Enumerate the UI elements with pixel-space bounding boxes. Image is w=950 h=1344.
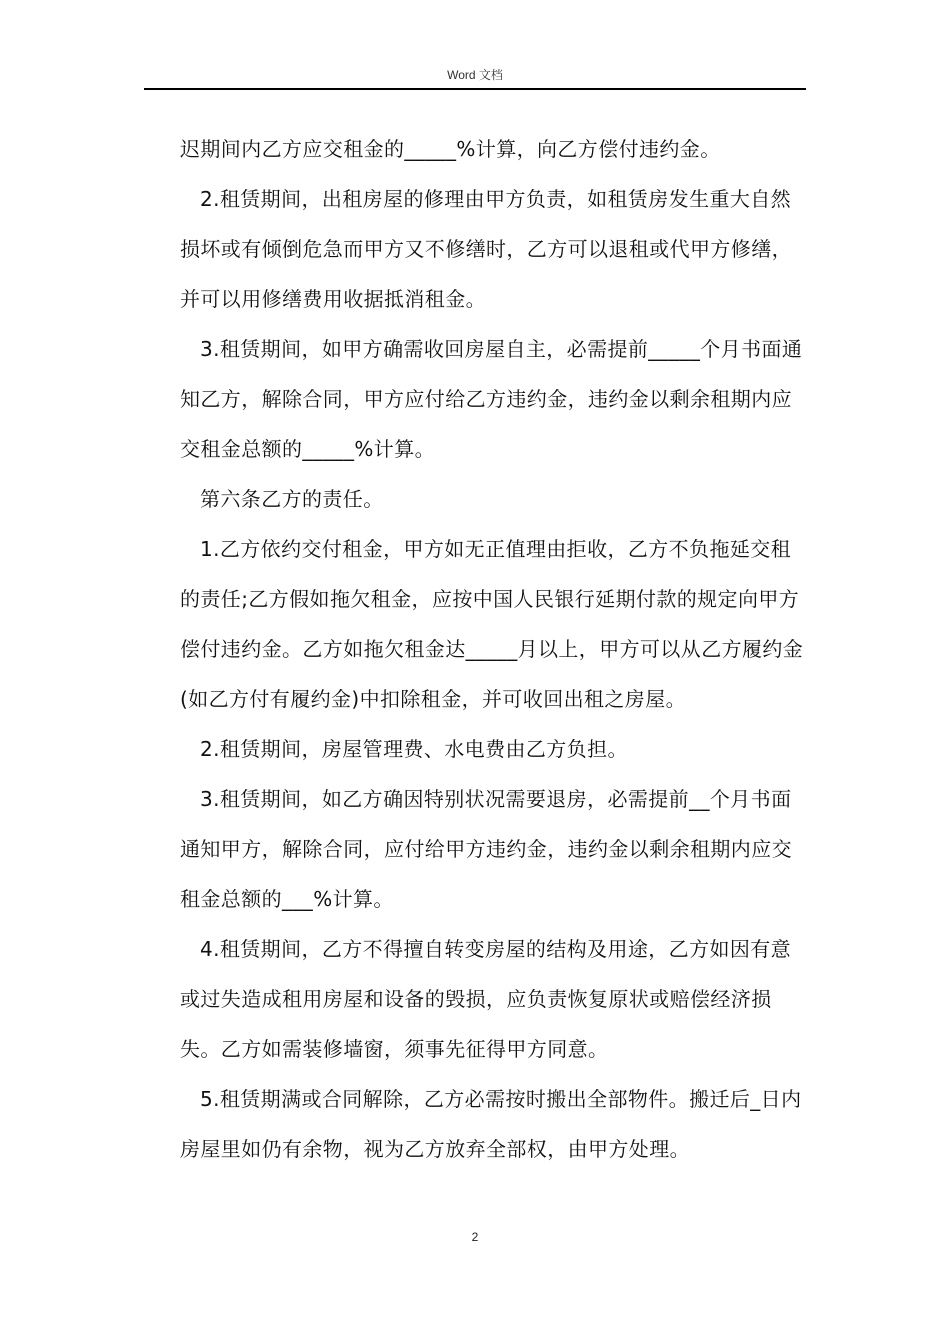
paragraph-3: 3.租赁期间，如甲方确需收回房屋自主，必需提前_____个月书面通知乙方，解除合同，甲方应付给乙方违约金，违约金以剩余租期内应交租金总额的_____%计算。 bbox=[180, 337, 803, 461]
paragraph-1: 迟期间内乙方应交租金的_____%计算，向乙方偿付违约金。 bbox=[180, 137, 721, 161]
document-body bbox=[180, 124, 808, 1174]
paragraph-8: 4.租赁期间，乙方不得擅自转变房屋的结构及用途，乙方如因有意或过失造成租用房屋和设备的毁损，应负责恢复原状或赔偿经济损失。乙方如需装修墙窗，须事先征得甲方同意。 bbox=[180, 937, 792, 1061]
section-heading: 第六条乙方的责任。 bbox=[200, 487, 384, 511]
paragraph-6: 2.租赁期间，房屋管理费、水电费由乙方负担。 bbox=[200, 737, 628, 761]
paragraph-5: 1.乙方依约交付租金，甲方如无正值理由拒收，乙方不负拖延交租的责任;乙方假如拖欠租金，应按中国人民银行延期付款的规定向甲方偿付违约金。乙方如拖欠租金达_____月以上，甲方可以从乙方履约金(如乙方付有履约金)中扣除租金，并可收回出租之房屋。 bbox=[180, 537, 804, 711]
page-header-title: Word 文档 bbox=[447, 68, 503, 82]
paragraph-2: 2.租赁期间，出租房屋的修理由甲方负责，如租赁房发生重大自然损坏或有倾倒危急而甲方又不修缮时，乙方可以退租或代甲方修缮，并可以用修缮费用收据抵消租金。 bbox=[180, 187, 792, 311]
header-divider bbox=[144, 88, 806, 90]
page-number: 2 bbox=[471, 1230, 479, 1244]
paragraph-9: 5.租赁期满或合同解除，乙方必需按时搬出全部物件。搬迁后_日内房屋里如仍有余物，视为乙方放弃全部权，由甲方处理。 bbox=[180, 1087, 802, 1161]
paragraph-7: 3.租赁期间，如乙方确因特别状况需要退房，必需提前__个月书面通知甲方，解除合同，应付给甲方违约金，违约金以剩余租期内应交租金总额的___%计算。 bbox=[180, 787, 792, 911]
